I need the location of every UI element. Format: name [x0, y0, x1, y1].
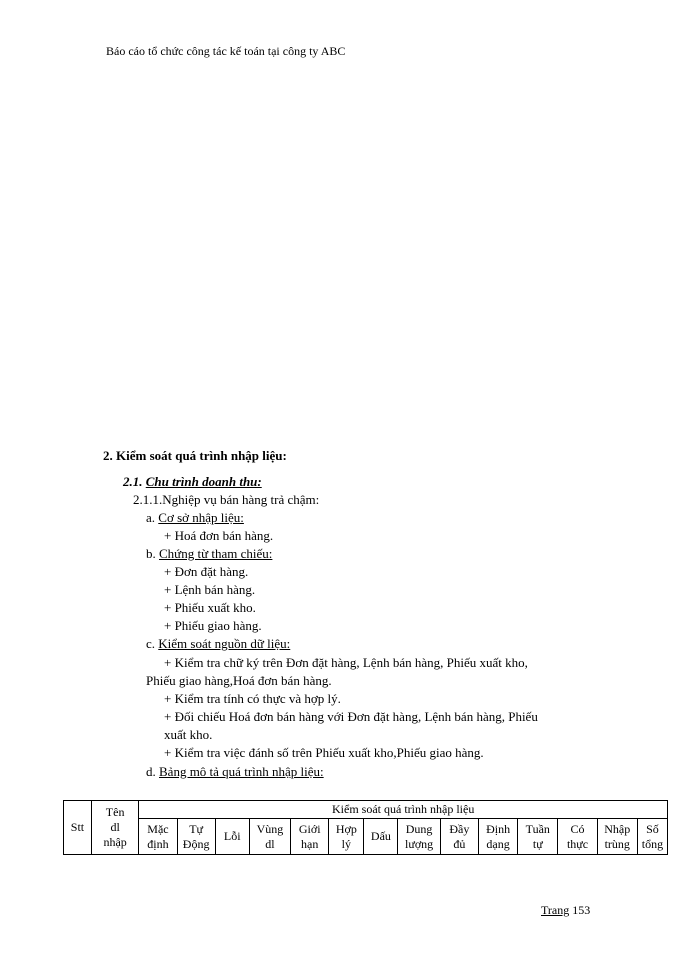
- header-line: Mặc: [147, 821, 169, 836]
- page-number: [541, 903, 590, 918]
- col-co-thuc: [558, 819, 597, 855]
- header-line: Tuần: [525, 821, 550, 836]
- col-tuan-tu: [518, 819, 558, 855]
- page-header: Báo cáo tổ chức công tác kế toán tại công ty ABC: [106, 44, 346, 58]
- header-line: dạng: [486, 836, 510, 851]
- list-a-label: a.: [146, 510, 156, 525]
- list-d-label: d.: [146, 764, 156, 779]
- col-mac-dinh: [139, 819, 177, 855]
- col-dau: [364, 819, 398, 855]
- list-item: + Kiểm tra việc đánh số trên Phiếu xuất kho,Phiếu giao hàng.: [164, 745, 484, 760]
- item-heading: 2.1.1.Nghiệp vụ bán hàng trả chậm:: [133, 492, 320, 507]
- list-item: + Kiểm tra tính có thực và hợp lý.: [164, 691, 341, 706]
- header-line: đủ: [453, 836, 466, 851]
- col-gioi-han: [291, 819, 329, 855]
- header-line: Định: [486, 821, 511, 836]
- list-b-label: b.: [146, 546, 156, 561]
- subsection-number: 2.1.: [123, 474, 143, 489]
- header-line: Giới: [298, 821, 321, 836]
- header-line: Động: [182, 836, 210, 851]
- header-line: Nhập: [604, 821, 631, 836]
- col-hop-ly: [329, 819, 364, 855]
- header-line: Hợp: [335, 821, 357, 836]
- header-line: lượng: [405, 836, 434, 851]
- header-line: định: [147, 836, 169, 851]
- header-group: Kiểm soát quá trình nhập liệu: [139, 801, 668, 819]
- header-line: lý: [341, 836, 351, 851]
- header-line: Tên: [105, 805, 125, 819]
- col-nhap-trung: [597, 819, 637, 855]
- list-a-title: Cơ sở nhập liệu:: [158, 510, 244, 525]
- header-line: tổng: [641, 836, 664, 851]
- section-heading: 2. Kiểm soát quá trình nhập liệu:: [103, 448, 287, 463]
- col-tu-dong: [177, 819, 215, 855]
- list-d-title: Bảng mô tả quá trình nhập liệu:: [159, 764, 324, 779]
- header-line: Vùng: [256, 821, 284, 836]
- list-d: [146, 764, 324, 780]
- list-b-title: Chứng từ tham chiếu:: [159, 546, 273, 561]
- col-dinh-dang: [478, 819, 517, 855]
- header-line: nhập: [103, 835, 127, 849]
- col-so-tong: [637, 819, 667, 855]
- page-value: 153: [572, 903, 591, 917]
- subsection-heading: [123, 474, 262, 490]
- header-line: dl: [110, 820, 120, 834]
- header-line: trùng: [604, 836, 630, 851]
- list-c-title: Kiểm soát nguồn dữ liệu:: [158, 636, 291, 651]
- header-line: Có: [570, 821, 585, 836]
- col-loi: [215, 819, 249, 855]
- header-line: Dung: [405, 821, 433, 836]
- list-item: + Đơn đặt hàng.: [164, 564, 249, 579]
- header-line: Tự: [189, 821, 204, 836]
- list-item: + Hoá đơn bán hàng.: [164, 528, 274, 543]
- list-a: [146, 510, 244, 526]
- list-item: Phiếu giao hàng,Hoá đơn bán hàng.: [146, 673, 332, 688]
- header-line: dl: [265, 836, 275, 851]
- header-line: Đầy: [449, 821, 470, 836]
- header-line: Dấu: [370, 829, 391, 843]
- header-ten-dl: [91, 801, 138, 855]
- list-item: + Phiếu xuất kho.: [164, 600, 256, 615]
- header-line: Số: [646, 821, 659, 836]
- col-vung-dl: [249, 819, 290, 855]
- page-label: Trang: [541, 903, 570, 917]
- col-day-du: [440, 819, 478, 855]
- list-item: xuất kho.: [164, 727, 213, 742]
- col-dung-luong: [398, 819, 440, 855]
- header-line: hạn: [301, 836, 319, 851]
- list-item: + Kiểm tra chữ ký trên Đơn đặt hàng, Lệnh bán hàng, Phiếu xuất kho,: [164, 655, 528, 670]
- header-line: Lỗi: [223, 829, 241, 843]
- list-item: + Phiếu giao hàng.: [164, 618, 262, 633]
- list-c-label: c.: [146, 636, 156, 651]
- list-b: [146, 546, 272, 562]
- header-stt: Stt: [64, 801, 92, 855]
- list-item: + Lệnh bán hàng.: [164, 582, 256, 597]
- list-c: [146, 636, 290, 652]
- header-line: tự: [532, 836, 543, 851]
- subsection-title: Chu trình doanh thu:: [145, 474, 262, 489]
- input-control-table: [63, 800, 668, 855]
- header-line: thực: [566, 836, 589, 851]
- list-item: + Đối chiếu Hoá đơn bán hàng với Đơn đặt hàng, Lệnh bán hàng, Phiếu: [164, 709, 538, 724]
